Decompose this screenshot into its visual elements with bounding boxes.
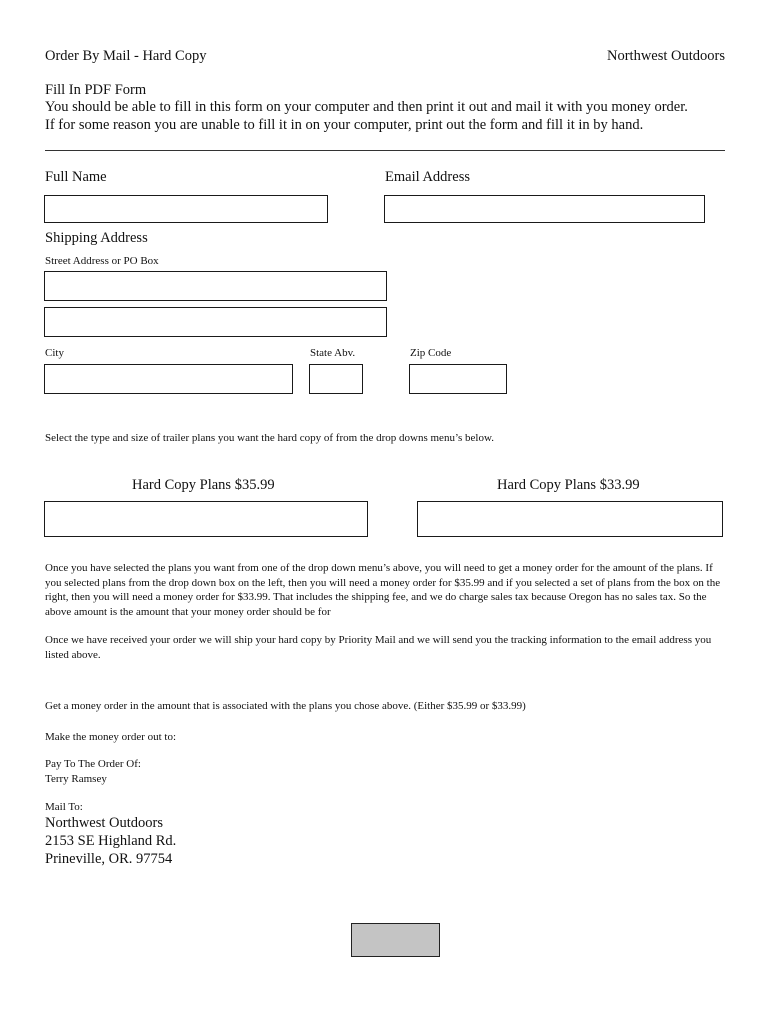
plans-instruction: Select the type and size of trailer plans you want the hard copy of from the drop downs menu’s below. — [45, 432, 494, 444]
full-name-field[interactable] — [44, 195, 328, 223]
full-name-label: Full Name — [45, 169, 107, 185]
payee-name: Terry Ramsey — [45, 773, 107, 785]
plans-left-label: Hard Copy Plans $35.99 — [132, 477, 275, 493]
page-title: Order By Mail - Hard Copy — [45, 48, 207, 64]
plans-33-dropdown[interactable] — [417, 501, 723, 537]
street-address-field-1[interactable] — [44, 271, 387, 301]
mail-to-city: Prineville, OR. 97754 — [45, 851, 173, 867]
mail-to-label: Mail To: — [45, 801, 83, 813]
intro-line-2: If for some reason you are unable to fill it in on your computer, print out the form and fill it in by hand. — [45, 117, 644, 133]
city-field[interactable] — [44, 364, 293, 394]
street-address-label: Street Address or PO Box — [45, 255, 159, 267]
plans-35-dropdown[interactable] — [44, 501, 368, 537]
make-out-label: Make the money order out to: — [45, 731, 177, 743]
zip-label: Zip Code — [410, 347, 452, 359]
pay-to-label: Pay To The Order Of: — [45, 758, 141, 770]
street-address-field-2[interactable] — [44, 307, 387, 337]
email-label: Email Address — [385, 169, 470, 185]
state-field[interactable] — [309, 364, 363, 394]
submit-button[interactable] — [351, 923, 440, 957]
money-order-instruction: Get a money order in the amount that is associated with the plans you chose above. (Either $35.99 or $33.99) — [45, 700, 526, 712]
divider — [45, 150, 725, 151]
intro-line-1: You should be able to fill in this form on your computer and then print it out and mail it with you money order. — [45, 99, 688, 115]
mail-to-street: 2153 SE Highland Rd. — [45, 833, 177, 849]
shipping-address-label: Shipping Address — [45, 230, 148, 246]
state-label: State Abv. — [310, 347, 356, 359]
intro-heading: Fill In PDF Form — [45, 82, 147, 98]
zip-code-field[interactable] — [409, 364, 507, 394]
company-name: Northwest Outdoors — [606, 48, 725, 64]
mail-to-name: Northwest Outdoors — [45, 815, 164, 831]
shipping-note: Once we have received your order we will ship your hard copy by Priority Mail and we will send you the tracking information to the email address you listed above. — [45, 634, 712, 661]
city-label: City — [45, 347, 64, 359]
plans-right-label: Hard Copy Plans $33.99 — [497, 477, 640, 493]
email-field[interactable] — [384, 195, 705, 223]
selection-note: Once you have selected the plans you want from one of the drop down menu’s above, you will need to get a money order for the amount of the plans. If you selected plans from the drop down box on the left, then you will need a money order for $35.99 and if you selected a set of plans from the box on the right, then you will need a money order for $33.99. That includes the shipping fee, and we do charge sales tax because Oregon has no sales tax. So the above amount is the amount that your money order should be for — [45, 562, 721, 618]
